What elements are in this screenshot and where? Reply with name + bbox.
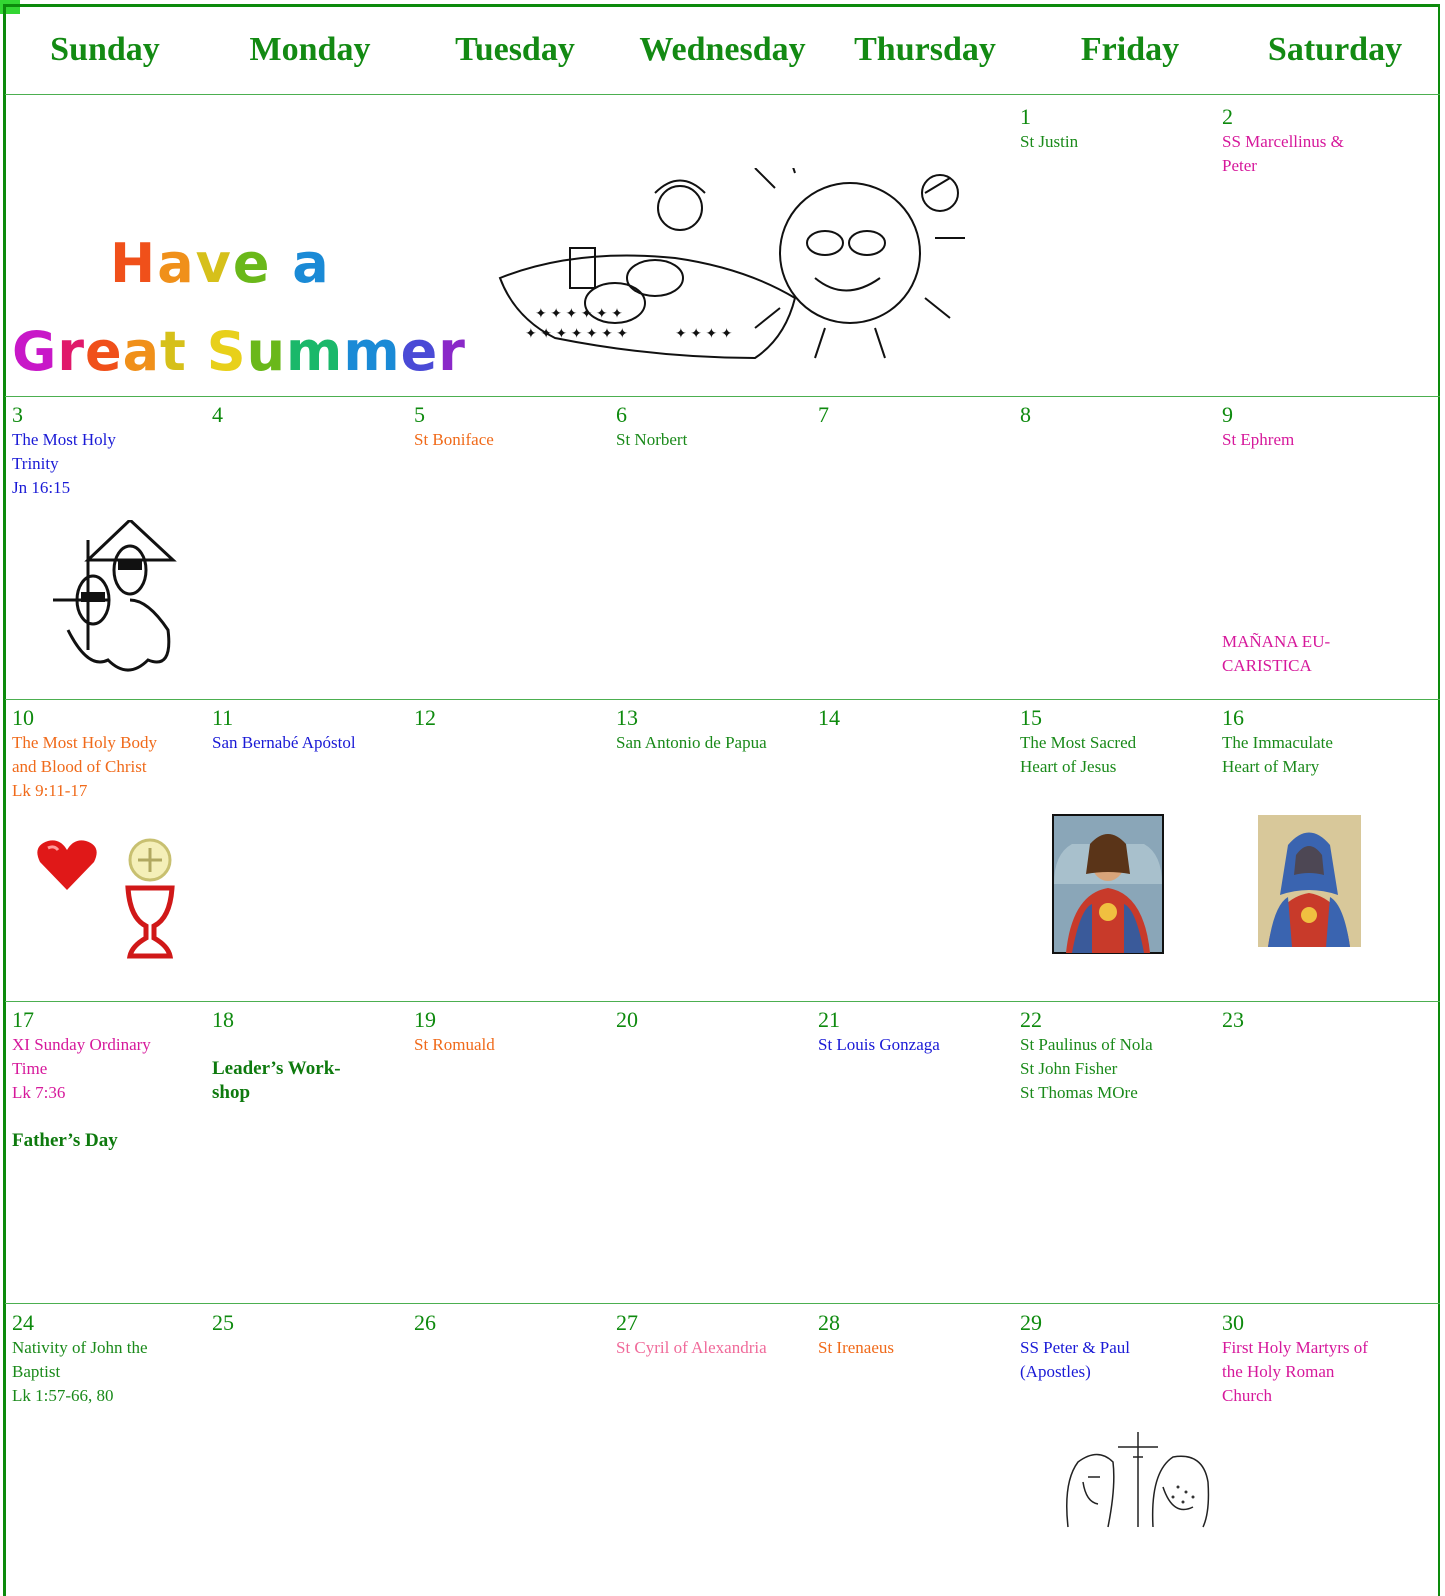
feast-text: (Apostles) <box>1020 1362 1091 1381</box>
header-friday: Friday <box>1080 31 1180 68</box>
day-cell-2[interactable] <box>1222 104 1418 178</box>
feast-text: and Blood of Christ <box>12 757 147 776</box>
day-cell-8[interactable] <box>1020 402 1216 428</box>
day-number: 2 <box>1222 104 1233 129</box>
day-number: 10 <box>12 705 34 730</box>
header-saturday: Saturday <box>1267 31 1403 68</box>
day-cell-26[interactable] <box>414 1310 610 1336</box>
feast-text: Peter <box>1222 156 1257 175</box>
feast-text: St Thomas MOre <box>1020 1083 1138 1102</box>
day-cell-5[interactable] <box>414 402 610 452</box>
feast-text: St Boniface <box>414 430 494 449</box>
day-number: 8 <box>1020 402 1031 427</box>
sacred-heart-jesus-picture <box>1052 814 1164 954</box>
row-divider <box>5 699 1440 700</box>
day-cell-7[interactable] <box>818 402 1014 428</box>
day-cell-30[interactable] <box>1222 1310 1418 1408</box>
event-text: MAÑANA EU- <box>1222 632 1331 651</box>
day-cell-23[interactable] <box>1222 1007 1418 1033</box>
chalice-host-icon <box>120 838 182 968</box>
day-number: 19 <box>414 1007 436 1032</box>
day-number: 12 <box>414 705 436 730</box>
day-number: 17 <box>12 1007 34 1032</box>
feast-text: The Most Sacred <box>1020 733 1137 752</box>
event-text: shop <box>212 1082 251 1103</box>
feast-text: Time <box>12 1059 48 1078</box>
day-number: 4 <box>212 402 223 427</box>
row-divider <box>5 1001 1440 1002</box>
day-number: 22 <box>1020 1007 1042 1032</box>
day-cell-28[interactable] <box>818 1310 1014 1360</box>
svg-text:✦ ✦ ✦ ✦ ✦ ✦ ✦: ✦ ✦ ✦ ✦ ✦ ✦ ✦ <box>525 327 629 342</box>
day-cell-4[interactable] <box>212 402 408 428</box>
feast-text: Nativity of John the <box>12 1338 148 1357</box>
day-number: 24 <box>12 1310 34 1335</box>
day-number: 3 <box>12 402 23 427</box>
day-cell-16[interactable] <box>1222 705 1418 779</box>
event-text: CARISTICA <box>1222 656 1312 675</box>
feast-text: St John Fisher <box>1020 1059 1118 1078</box>
day-cell-14[interactable] <box>818 705 1014 731</box>
day-number: 14 <box>818 705 840 730</box>
feast-text: St Paulinus of Nola <box>1020 1035 1153 1054</box>
feast-text: Church <box>1222 1386 1273 1405</box>
day-number: 25 <box>212 1310 234 1335</box>
day-cell-13[interactable] <box>616 705 812 755</box>
day-number: 15 <box>1020 705 1042 730</box>
feast-text: XI Sunday Ordinary <box>12 1035 151 1054</box>
feast-text: First Holy Martyrs of <box>1222 1338 1368 1357</box>
day-number: 28 <box>818 1310 840 1335</box>
day-cell-9[interactable] <box>1222 402 1418 452</box>
scripture-reference: Lk 1:57-66, 80 <box>12 1386 114 1405</box>
day-number: 6 <box>616 402 627 427</box>
day-cell-29[interactable] <box>1020 1310 1216 1384</box>
feast-text: St Ephrem <box>1222 430 1295 449</box>
day-number: 16 <box>1222 705 1244 730</box>
day-number: 18 <box>212 1007 234 1032</box>
header-monday: Monday <box>249 31 371 68</box>
scripture-reference: Jn 16:15 <box>12 478 71 497</box>
feast-text: St Justin <box>1020 132 1079 151</box>
header-sunday: Sunday <box>50 31 160 68</box>
day-number: 26 <box>414 1310 436 1335</box>
day-number: 9 <box>1222 402 1233 427</box>
banner-line-2: Great Summer <box>12 320 466 383</box>
event-text: Father’s Day <box>12 1130 118 1151</box>
feast-text: Heart of Jesus <box>1020 757 1117 776</box>
day-number: 5 <box>414 402 425 427</box>
day-cell-18[interactable] <box>212 1007 408 1105</box>
immaculate-heart-mary-picture <box>1258 815 1361 947</box>
day-cell-1[interactable] <box>1020 104 1216 154</box>
feast-text: The Most Holy Body <box>12 733 157 752</box>
day-number: 29 <box>1020 1310 1042 1335</box>
day-number: 30 <box>1222 1310 1244 1335</box>
feast-text: Heart of Mary <box>1222 757 1320 776</box>
day-9-event <box>1222 630 1418 678</box>
day-cell-6[interactable] <box>616 402 812 452</box>
header-wednesday: Wednesday <box>639 31 806 68</box>
event-text: Leader’s Work- <box>212 1058 341 1079</box>
feast-text: San Bernabé Apóstol <box>212 733 356 752</box>
header-tuesday: Tuesday <box>455 31 575 68</box>
day-cell-10[interactable] <box>12 705 208 803</box>
header-thursday: Thursday <box>854 31 996 68</box>
feast-text: Baptist <box>12 1362 61 1381</box>
day-cell-20[interactable] <box>616 1007 812 1033</box>
day-cell-11[interactable] <box>212 705 408 755</box>
banner-line-1: Have a <box>110 232 331 295</box>
heart-icon <box>36 838 98 893</box>
feast-text: SS Marcellinus & <box>1222 132 1344 151</box>
day-cell-17[interactable] <box>12 1007 208 1153</box>
day-cell-19[interactable] <box>414 1007 610 1057</box>
feast-text: San Antonio de Papua <box>616 733 767 752</box>
day-number: 20 <box>616 1007 638 1032</box>
feast-text: SS Peter & Paul <box>1020 1338 1131 1357</box>
svg-text:✦ ✦ ✦ ✦: ✦ ✦ ✦ ✦ <box>675 327 733 342</box>
feast-text: Trinity <box>12 454 59 473</box>
day-cell-15[interactable] <box>1020 705 1216 779</box>
day-cell-12[interactable] <box>414 705 610 731</box>
trinity-drawing <box>48 520 178 680</box>
feast-text: St Cyril of Alexandria <box>616 1338 767 1357</box>
day-cell-25[interactable] <box>212 1310 408 1336</box>
feast-text: St Romuald <box>414 1035 495 1054</box>
row-divider <box>5 1303 1440 1304</box>
feast-text: the Holy Roman <box>1222 1362 1335 1381</box>
peter-paul-drawing <box>1058 1432 1218 1532</box>
scripture-reference: Lk 7:36 <box>12 1083 66 1102</box>
day-number: 11 <box>212 705 234 730</box>
day-number: 7 <box>818 402 829 427</box>
scripture-reference: Lk 9:11-17 <box>12 781 88 800</box>
day-cell-24[interactable] <box>12 1310 208 1408</box>
day-number: 1 <box>1020 104 1031 129</box>
feast-text: The Immaculate <box>1222 733 1333 752</box>
row-divider <box>5 94 1440 95</box>
day-cell-27[interactable] <box>616 1310 812 1360</box>
day-cell-21[interactable] <box>818 1007 1014 1057</box>
feast-text: St Irenaeus <box>818 1338 895 1357</box>
day-cell-3[interactable] <box>12 402 208 500</box>
day-number: 27 <box>616 1310 638 1335</box>
day-cell-22[interactable] <box>1020 1007 1216 1105</box>
feast-text: St Norbert <box>616 430 688 449</box>
day-number: 21 <box>818 1007 840 1032</box>
row-divider <box>5 396 1440 397</box>
feast-text: St Louis Gonzaga <box>818 1035 940 1054</box>
picnic-sun-drawing <box>495 168 990 368</box>
feast-text: The Most Holy <box>12 430 116 449</box>
svg-text:✦ ✦ ✦ ✦ ✦ ✦: ✦ ✦ ✦ ✦ ✦ ✦ <box>535 307 623 322</box>
day-number: 23 <box>1222 1007 1244 1032</box>
day-number: 13 <box>616 705 638 730</box>
